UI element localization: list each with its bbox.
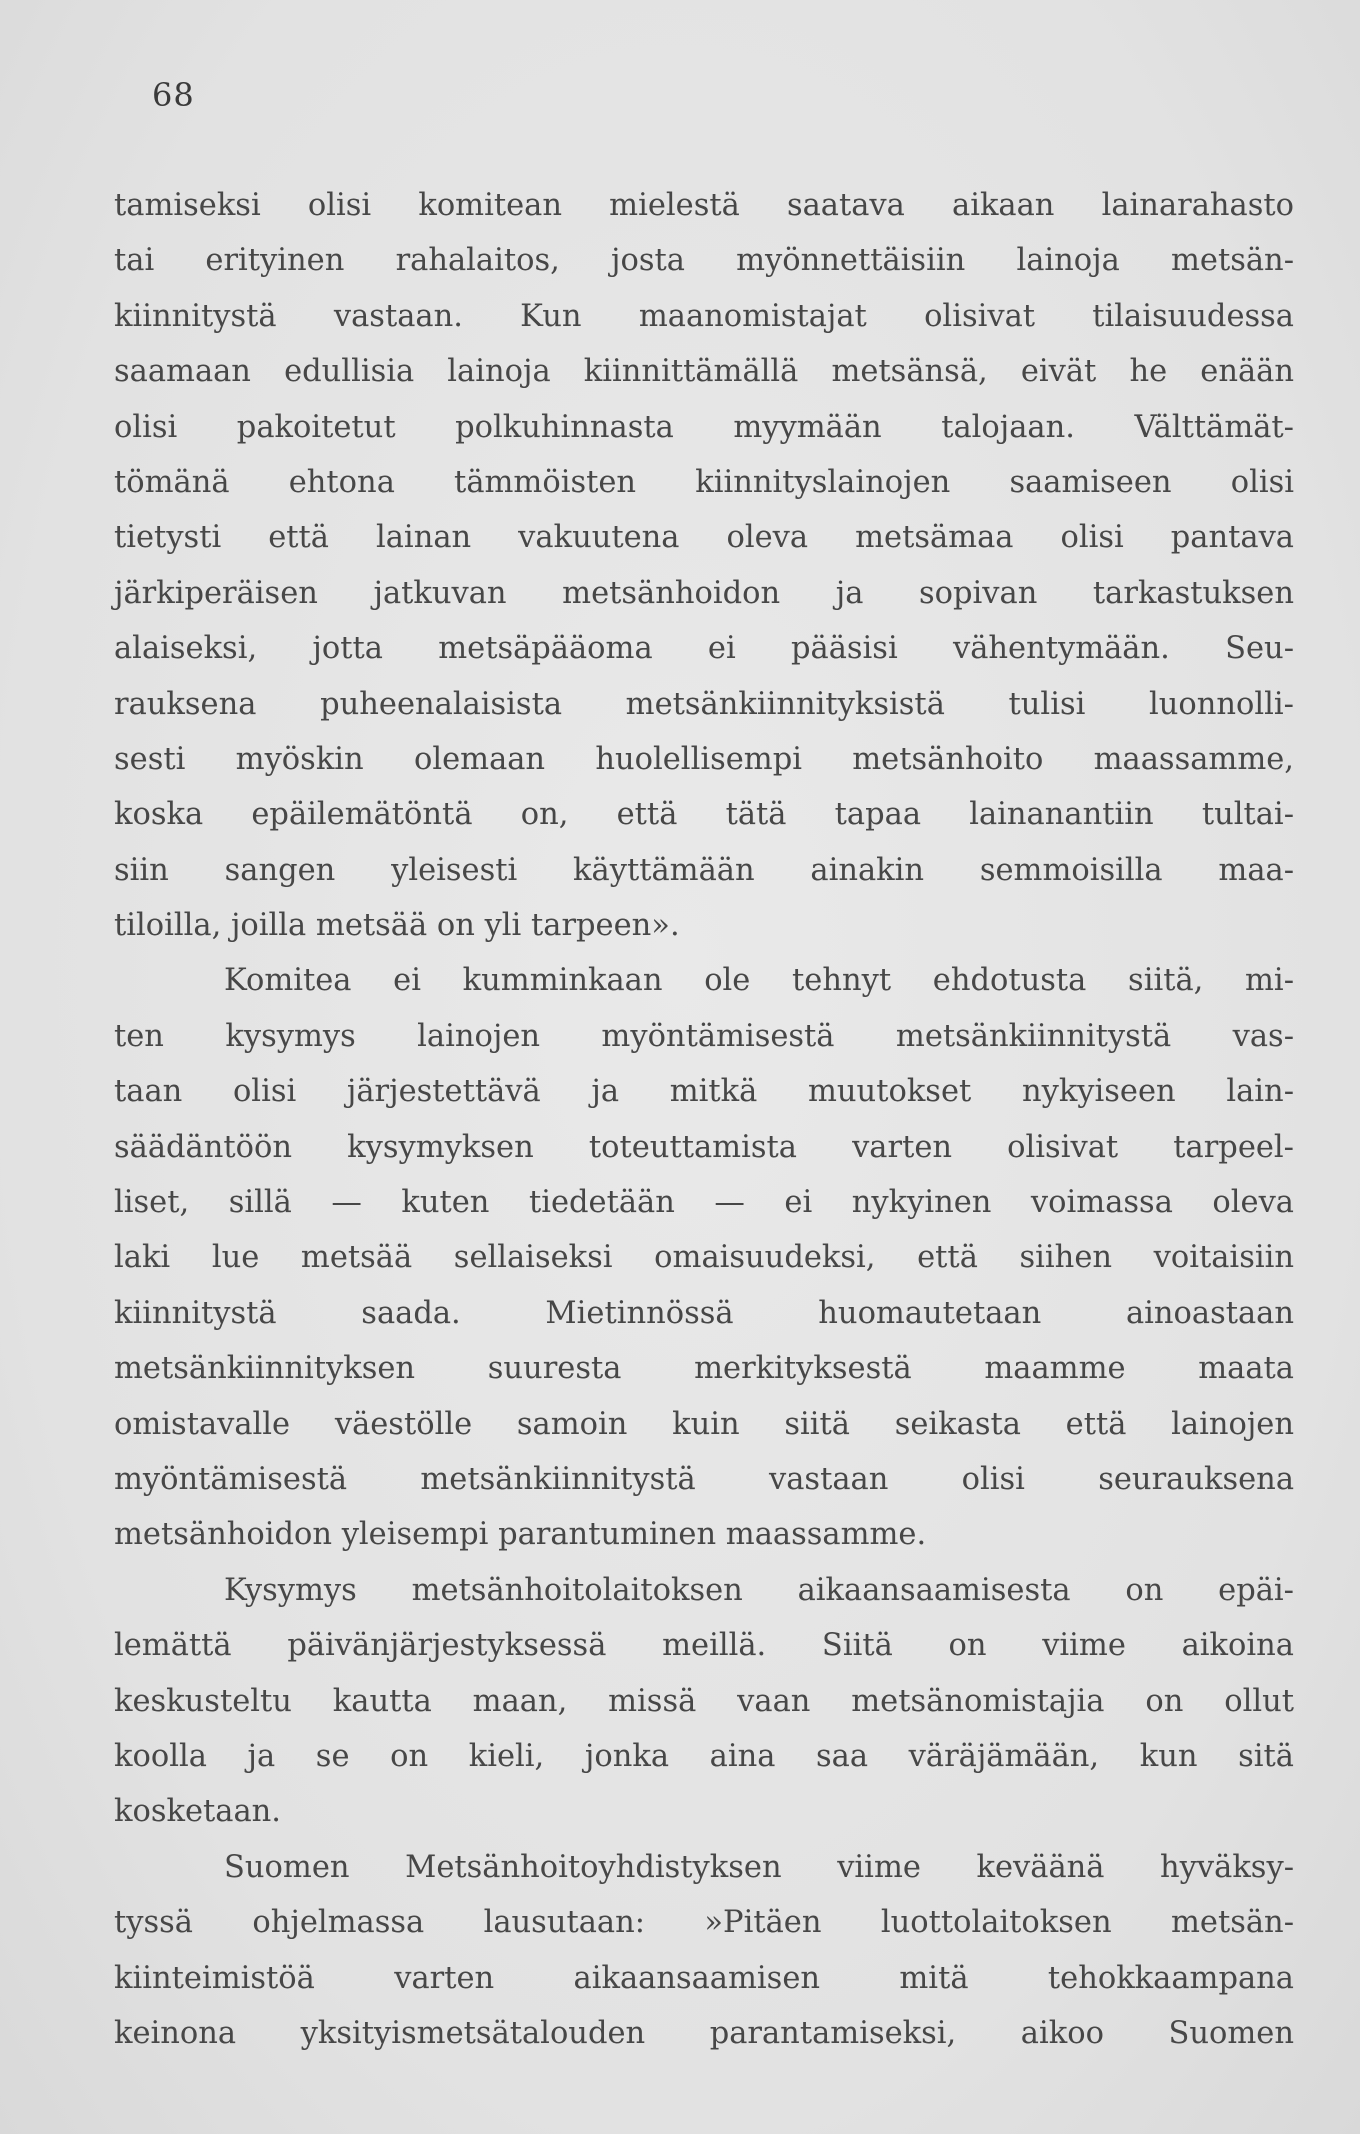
- text-line: saamaan edullisia lainoja kiinnittämällä metsänsä, eivät he enään: [114, 354, 1294, 390]
- text-line: keinona yksityismetsätalouden parantamiseksi, aikoo Suomen: [114, 2015, 1294, 2051]
- text-line: tömänä ehtona tämmöisten kiinnityslainojen saamiseen olisi: [114, 464, 1294, 500]
- text-line: kosketaan.: [114, 1794, 281, 1830]
- text-line: alaiseksi, jotta metsäpääoma ei pääsisi vähentymään. Seu-: [114, 631, 1294, 667]
- text-line: myöntämisestä metsänkiinnitystä vastaan olisi seurauksena: [114, 1461, 1294, 1497]
- text-line: järkiperäisen jatkuvan metsänhoidon ja sopivan tarkastuksen: [114, 575, 1294, 611]
- text-line: siin sangen yleisesti käyttämään ainakin semmoisilla maa-: [114, 852, 1294, 888]
- text-line: koolla ja se on kieli, jonka aina saa väräjämään, kun sitä: [114, 1738, 1294, 1774]
- text-line: taan olisi järjestettävä ja mitkä muutokset nykyiseen lain-: [114, 1074, 1294, 1110]
- text-line: metsänkiinnityksen suuresta merkityksestä maamme maata: [114, 1351, 1294, 1387]
- text-line: Suomen Metsänhoitoyhdistyksen viime keväänä hyväksy-: [224, 1849, 1294, 1885]
- text-line: metsänhoidon yleisempi parantuminen maassamme.: [114, 1517, 927, 1553]
- text-line: tai erityinen rahalaitos, josta myönnettäisiin lainoja metsän-: [114, 243, 1294, 279]
- text-line: kiinnitystä vastaan. Kun maanomistajat olisivat tilaisuudessa: [114, 298, 1294, 334]
- text-line: tiloilla, joilla metsää on yli tarpeen».: [114, 908, 680, 944]
- text-line: lemättä päivänjärjestyksessä meillä. Siitä on viime aikoina: [114, 1628, 1294, 1664]
- text-line: laki lue metsää sellaiseksi omaisuudeksi, että siihen voitaisiin: [114, 1240, 1294, 1276]
- text-line: sesti myöskin olemaan huolellisempi metsänhoito maassamme,: [114, 741, 1294, 777]
- page-number: 68: [152, 76, 195, 114]
- text-line: tietysti että lainan vakuutena oleva metsämaa olisi pantava: [114, 520, 1294, 556]
- text-line: liset, sillä — kuten tiedetään — ei nykyinen voimassa oleva: [114, 1185, 1294, 1221]
- text-line: olisi pakoitetut polkuhinnasta myymään talojaan. Välttämät-: [114, 409, 1294, 445]
- text-line: kiinteimistöä varten aikaansaamisen mitä tehokkaampana: [114, 1960, 1294, 1996]
- text-line: Komitea ei kumminkaan ole tehnyt ehdotusta siitä, mi-: [224, 963, 1294, 999]
- text-line: keskusteltu kautta maan, missä vaan metsänomistajia on ollut: [114, 1683, 1294, 1719]
- text-line: rauksena puheenalaisista metsänkiinnityksistä tulisi luonnolli-: [114, 686, 1294, 722]
- text-line: Kysymys metsänhoitolaitoksen aikaansaamisesta on epäi-: [224, 1572, 1294, 1608]
- text-line: omistavalle väestölle samoin kuin siitä seikasta että lainojen: [114, 1406, 1294, 1442]
- text-line: tyssä ohjelmassa lausutaan: »Pitäen luottolaitoksen metsän-: [114, 1905, 1294, 1941]
- text-line: säädäntöön kysymyksen toteuttamista varten olisivat tarpeel-: [114, 1129, 1294, 1165]
- text-line: ten kysymys lainojen myöntämisestä metsänkiinnitystä vas-: [114, 1018, 1294, 1054]
- body-text: [114, 178, 1294, 2061]
- text-line: kiinnitystä saada. Mietinnössä huomautetaan ainoastaan: [114, 1295, 1294, 1331]
- text-line: koska epäilemätöntä on, että tätä tapaa lainanantiin tultai-: [114, 797, 1294, 833]
- text-line: tamiseksi olisi komitean mielestä saatava aikaan lainarahasto: [114, 188, 1294, 223]
